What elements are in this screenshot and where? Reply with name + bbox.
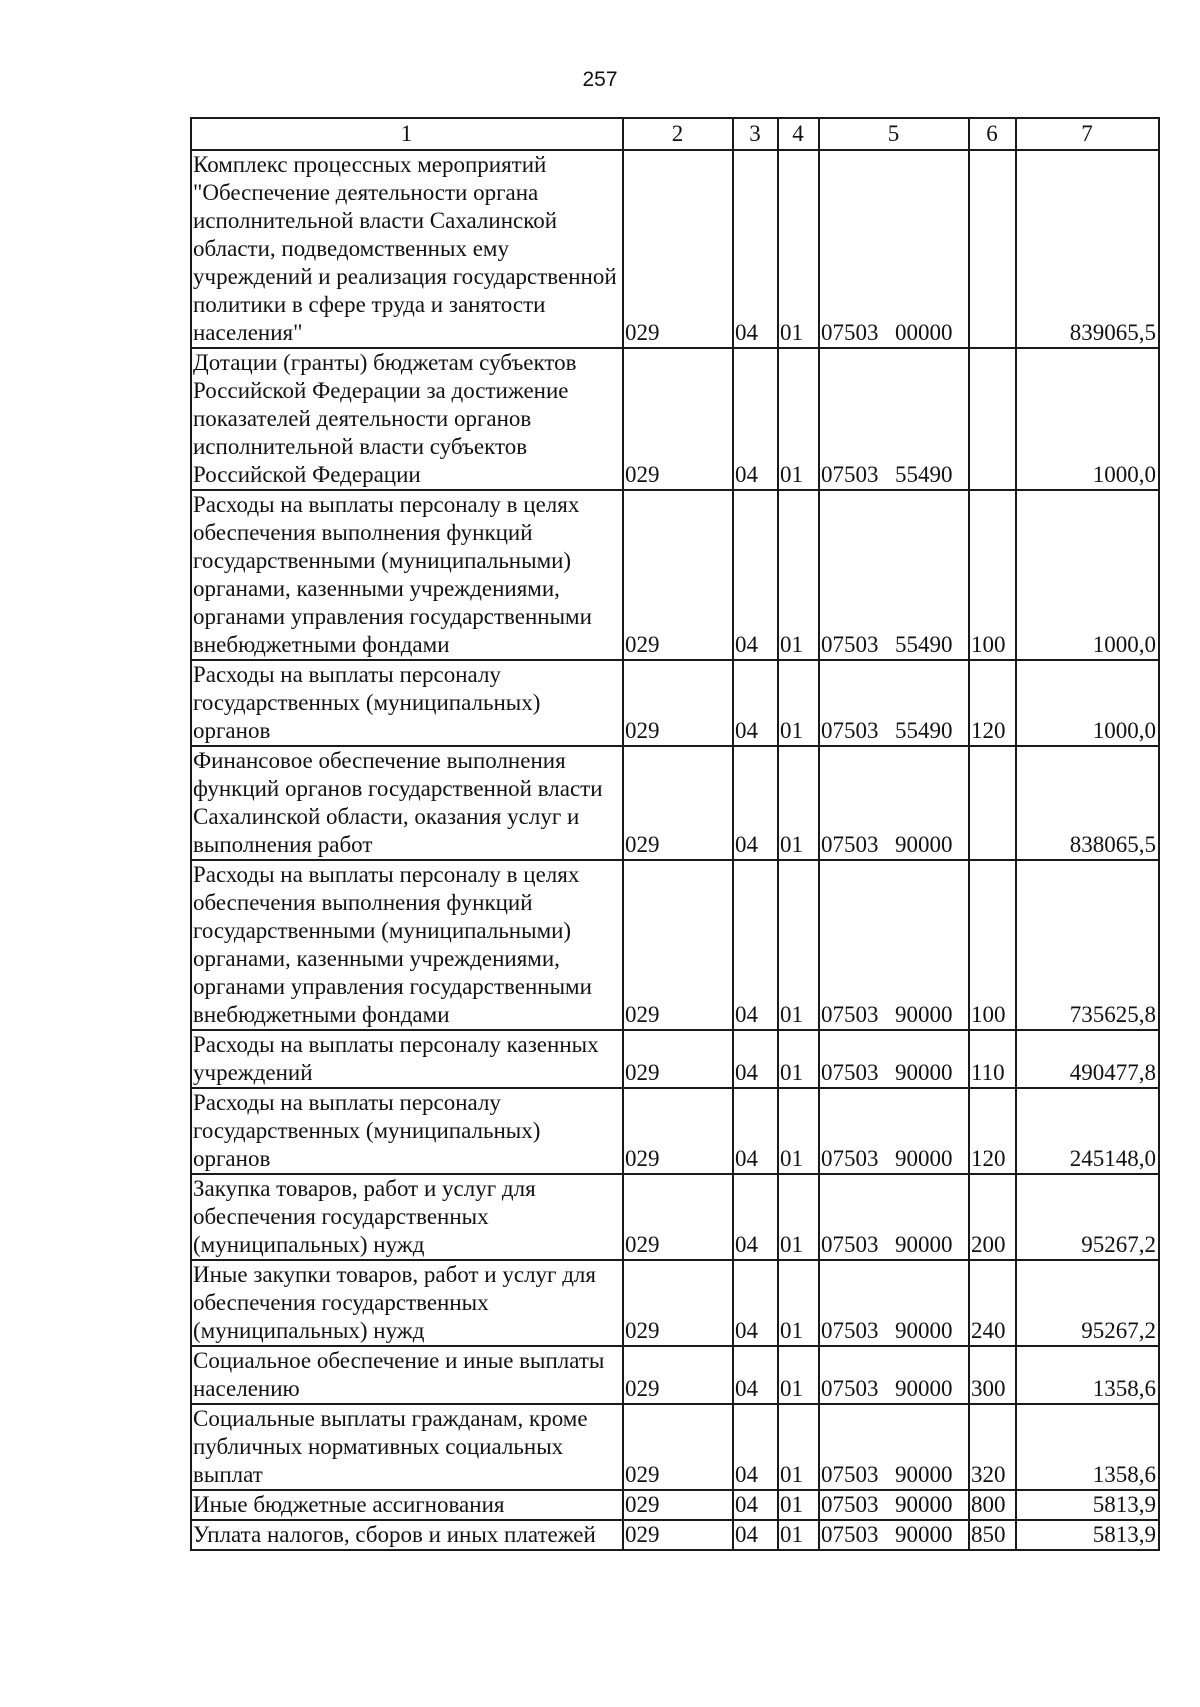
amount-cell: 839065,5 [1016, 150, 1159, 348]
target-article-program: 07503 [821, 1492, 879, 1517]
subsection-code-cell: 01 [778, 660, 819, 746]
target-article-direction: 90000 [895, 832, 953, 857]
target-article-program: 07503 [821, 632, 879, 657]
amount-cell: 735625,8 [1016, 860, 1159, 1030]
target-article-cell [819, 1030, 969, 1088]
expense-type-cell: 300 [969, 1346, 1016, 1404]
grbs-code-cell: 029 [623, 1520, 733, 1550]
target-article-cell [819, 1346, 969, 1404]
grbs-code-cell: 029 [623, 860, 733, 1030]
amount-cell: 1000,0 [1016, 490, 1159, 660]
page-number: 257 [582, 68, 618, 91]
subsection-code-cell: 01 [778, 746, 819, 860]
target-article-direction: 90000 [895, 1232, 953, 1257]
subsection-code-cell: 01 [778, 860, 819, 1030]
target-article-direction: 90000 [895, 1002, 953, 1027]
expense-type-cell: 200 [969, 1174, 1016, 1260]
grbs-code-cell: 029 [623, 1490, 733, 1520]
amount-cell: 5813,9 [1016, 1490, 1159, 1520]
amount-cell: 1358,6 [1016, 1346, 1159, 1404]
expense-type-cell: 240 [969, 1260, 1016, 1346]
target-article-program: 07503 [821, 1522, 879, 1547]
target-article-cell [819, 1174, 969, 1260]
target-article-cell [819, 660, 969, 746]
amount-cell: 5813,9 [1016, 1520, 1159, 1550]
section-code-cell: 04 [733, 1260, 778, 1346]
target-article-direction: 90000 [895, 1060, 953, 1085]
table-row [191, 150, 1159, 348]
row-name-cell: Уплата налогов, сборов и иных платежей [191, 1520, 623, 1550]
target-article-direction: 90000 [895, 1376, 953, 1401]
amount-cell: 245148,0 [1016, 1088, 1159, 1174]
subsection-code-cell: 01 [778, 1404, 819, 1490]
row-name-cell: Расходы на выплаты персоналу в целях обеспечения выполнения функций государственными (муниципальными) органами, казенными учреждениями, органами управления государственными внебюджетными фондами [191, 860, 623, 1030]
expense-type-cell: 100 [969, 860, 1016, 1030]
row-name-cell: Иные закупки товаров, работ и услуг для обеспечения государственных (муниципальных) нужд [191, 1260, 623, 1346]
section-code-cell: 04 [733, 746, 778, 860]
table-row [191, 1030, 1159, 1088]
subsection-code-cell: 01 [778, 1346, 819, 1404]
grbs-code-cell: 029 [623, 746, 733, 860]
section-code-cell: 04 [733, 348, 778, 490]
amount-cell: 1000,0 [1016, 660, 1159, 746]
target-article-direction: 00000 [895, 320, 953, 345]
expense-type-cell [969, 348, 1016, 490]
grbs-code-cell: 029 [623, 1346, 733, 1404]
subsection-code-cell: 01 [778, 1490, 819, 1520]
grbs-code-cell: 029 [623, 1260, 733, 1346]
section-code-cell: 04 [733, 1490, 778, 1520]
expense-type-cell: 120 [969, 660, 1016, 746]
expense-type-cell: 110 [969, 1030, 1016, 1088]
amount-cell: 95267,2 [1016, 1260, 1159, 1346]
expense-type-cell [969, 746, 1016, 860]
column-header: 5 [819, 118, 969, 150]
amount-cell: 1000,0 [1016, 348, 1159, 490]
target-article-cell [819, 490, 969, 660]
section-code-cell: 04 [733, 860, 778, 1030]
target-article-direction: 90000 [895, 1522, 953, 1547]
section-code-cell: 04 [733, 660, 778, 746]
expense-type-cell: 850 [969, 1520, 1016, 1550]
column-header: 6 [969, 118, 1016, 150]
section-code-cell: 04 [733, 150, 778, 348]
target-article-direction: 90000 [895, 1462, 953, 1487]
column-header: 4 [778, 118, 819, 150]
amount-cell: 490477,8 [1016, 1030, 1159, 1088]
table-row [191, 1346, 1159, 1404]
target-article-cell [819, 746, 969, 860]
expense-type-cell: 800 [969, 1490, 1016, 1520]
table-row [191, 490, 1159, 660]
table-row [191, 1404, 1159, 1490]
row-name-cell: Дотации (гранты) бюджетам субъектов Российской Федерации за достижение показателей деятельности органов исполнительной власти субъектов Российской Федерации [191, 348, 623, 490]
target-article-program: 07503 [821, 1376, 879, 1401]
amount-cell: 95267,2 [1016, 1174, 1159, 1260]
table-row [191, 660, 1159, 746]
target-article-program: 07503 [821, 320, 879, 345]
grbs-code-cell: 029 [623, 348, 733, 490]
header-row [191, 118, 1159, 150]
row-name-cell: Закупка товаров, работ и услуг для обеспечения государственных (муниципальных) нужд [191, 1174, 623, 1260]
expense-type-cell: 100 [969, 490, 1016, 660]
target-article-cell [819, 1088, 969, 1174]
target-article-program: 07503 [821, 1060, 879, 1085]
target-article-cell [819, 1260, 969, 1346]
row-name-cell: Социальное обеспечение и иные выплаты населению [191, 1346, 623, 1404]
expense-type-cell [969, 150, 1016, 348]
subsection-code-cell: 01 [778, 150, 819, 348]
table-row [191, 1088, 1159, 1174]
target-article-program: 07503 [821, 718, 879, 743]
table-row [191, 1490, 1159, 1520]
row-name-cell: Финансовое обеспечение выполнения функций органов государственной власти Сахалинской области, оказания услуг и выполнения работ [191, 746, 623, 860]
grbs-code-cell: 029 [623, 1404, 733, 1490]
column-header: 7 [1016, 118, 1159, 150]
subsection-code-cell: 01 [778, 348, 819, 490]
row-name-cell: Социальные выплаты гражданам, кроме публичных нормативных социальных выплат [191, 1404, 623, 1490]
section-code-cell: 04 [733, 1174, 778, 1260]
subsection-code-cell: 01 [778, 490, 819, 660]
target-article-cell [819, 348, 969, 490]
amount-cell: 838065,5 [1016, 746, 1159, 860]
grbs-code-cell: 029 [623, 660, 733, 746]
expense-type-cell: 320 [969, 1404, 1016, 1490]
table-body [191, 150, 1159, 1550]
target-article-direction: 90000 [895, 1318, 953, 1343]
grbs-code-cell: 029 [623, 1174, 733, 1260]
row-name-cell: Расходы на выплаты персоналу в целях обеспечения выполнения функций государственными (муниципальными) органами, казенными учреждениями, органами управления государственными внебюджетными фондами [191, 490, 623, 660]
row-name-cell: Расходы на выплаты персоналу государственных (муниципальных) органов [191, 660, 623, 746]
section-code-cell: 04 [733, 1346, 778, 1404]
grbs-code-cell: 029 [623, 150, 733, 348]
table-row [191, 1260, 1159, 1346]
section-code-cell: 04 [733, 1088, 778, 1174]
target-article-direction: 55490 [895, 462, 953, 487]
grbs-code-cell: 029 [623, 1088, 733, 1174]
table-row [191, 1520, 1159, 1550]
target-article-direction: 90000 [895, 1492, 953, 1517]
target-article-program: 07503 [821, 1146, 879, 1171]
column-header: 2 [623, 118, 733, 150]
subsection-code-cell: 01 [778, 1174, 819, 1260]
target-article-program: 07503 [821, 1462, 879, 1487]
table-row [191, 746, 1159, 860]
target-article-direction: 90000 [895, 1146, 953, 1171]
table-row [191, 860, 1159, 1030]
subsection-code-cell: 01 [778, 1088, 819, 1174]
section-code-cell: 04 [733, 1520, 778, 1550]
target-article-program: 07503 [821, 1318, 879, 1343]
target-article-cell [819, 860, 969, 1030]
grbs-code-cell: 029 [623, 1030, 733, 1088]
row-name-cell: Расходы на выплаты персоналу казенных учреждений [191, 1030, 623, 1088]
target-article-cell [819, 1490, 969, 1520]
target-article-cell [819, 1404, 969, 1490]
row-name-cell: Расходы на выплаты персоналу государственных (муниципальных) органов [191, 1088, 623, 1174]
target-article-program: 07503 [821, 1232, 879, 1257]
column-header: 1 [191, 118, 623, 150]
section-code-cell: 04 [733, 1404, 778, 1490]
target-article-cell [819, 1520, 969, 1550]
section-code-cell: 04 [733, 1030, 778, 1088]
target-article-program: 07503 [821, 832, 879, 857]
target-article-direction: 55490 [895, 718, 953, 743]
row-name-cell: Иные бюджетные ассигнования [191, 1490, 623, 1520]
subsection-code-cell: 01 [778, 1520, 819, 1550]
column-header: 3 [733, 118, 778, 150]
row-name-cell: Комплекс процессных мероприятий "Обеспечение деятельности органа исполнительной власти Сахалинской области, подведомственных ему учреждений и реализация государственной политики в сфере труда и занятости населения" [191, 150, 623, 348]
subsection-code-cell: 01 [778, 1260, 819, 1346]
target-article-program: 07503 [821, 1002, 879, 1027]
subsection-code-cell: 01 [778, 1030, 819, 1088]
expense-type-cell: 120 [969, 1088, 1016, 1174]
section-code-cell: 04 [733, 490, 778, 660]
table-row [191, 348, 1159, 490]
grbs-code-cell: 029 [623, 490, 733, 660]
amount-cell: 1358,6 [1016, 1404, 1159, 1490]
target-article-program: 07503 [821, 462, 879, 487]
budget-table [190, 117, 1160, 1551]
table-row [191, 1174, 1159, 1260]
target-article-cell [819, 150, 969, 348]
target-article-direction: 55490 [895, 632, 953, 657]
